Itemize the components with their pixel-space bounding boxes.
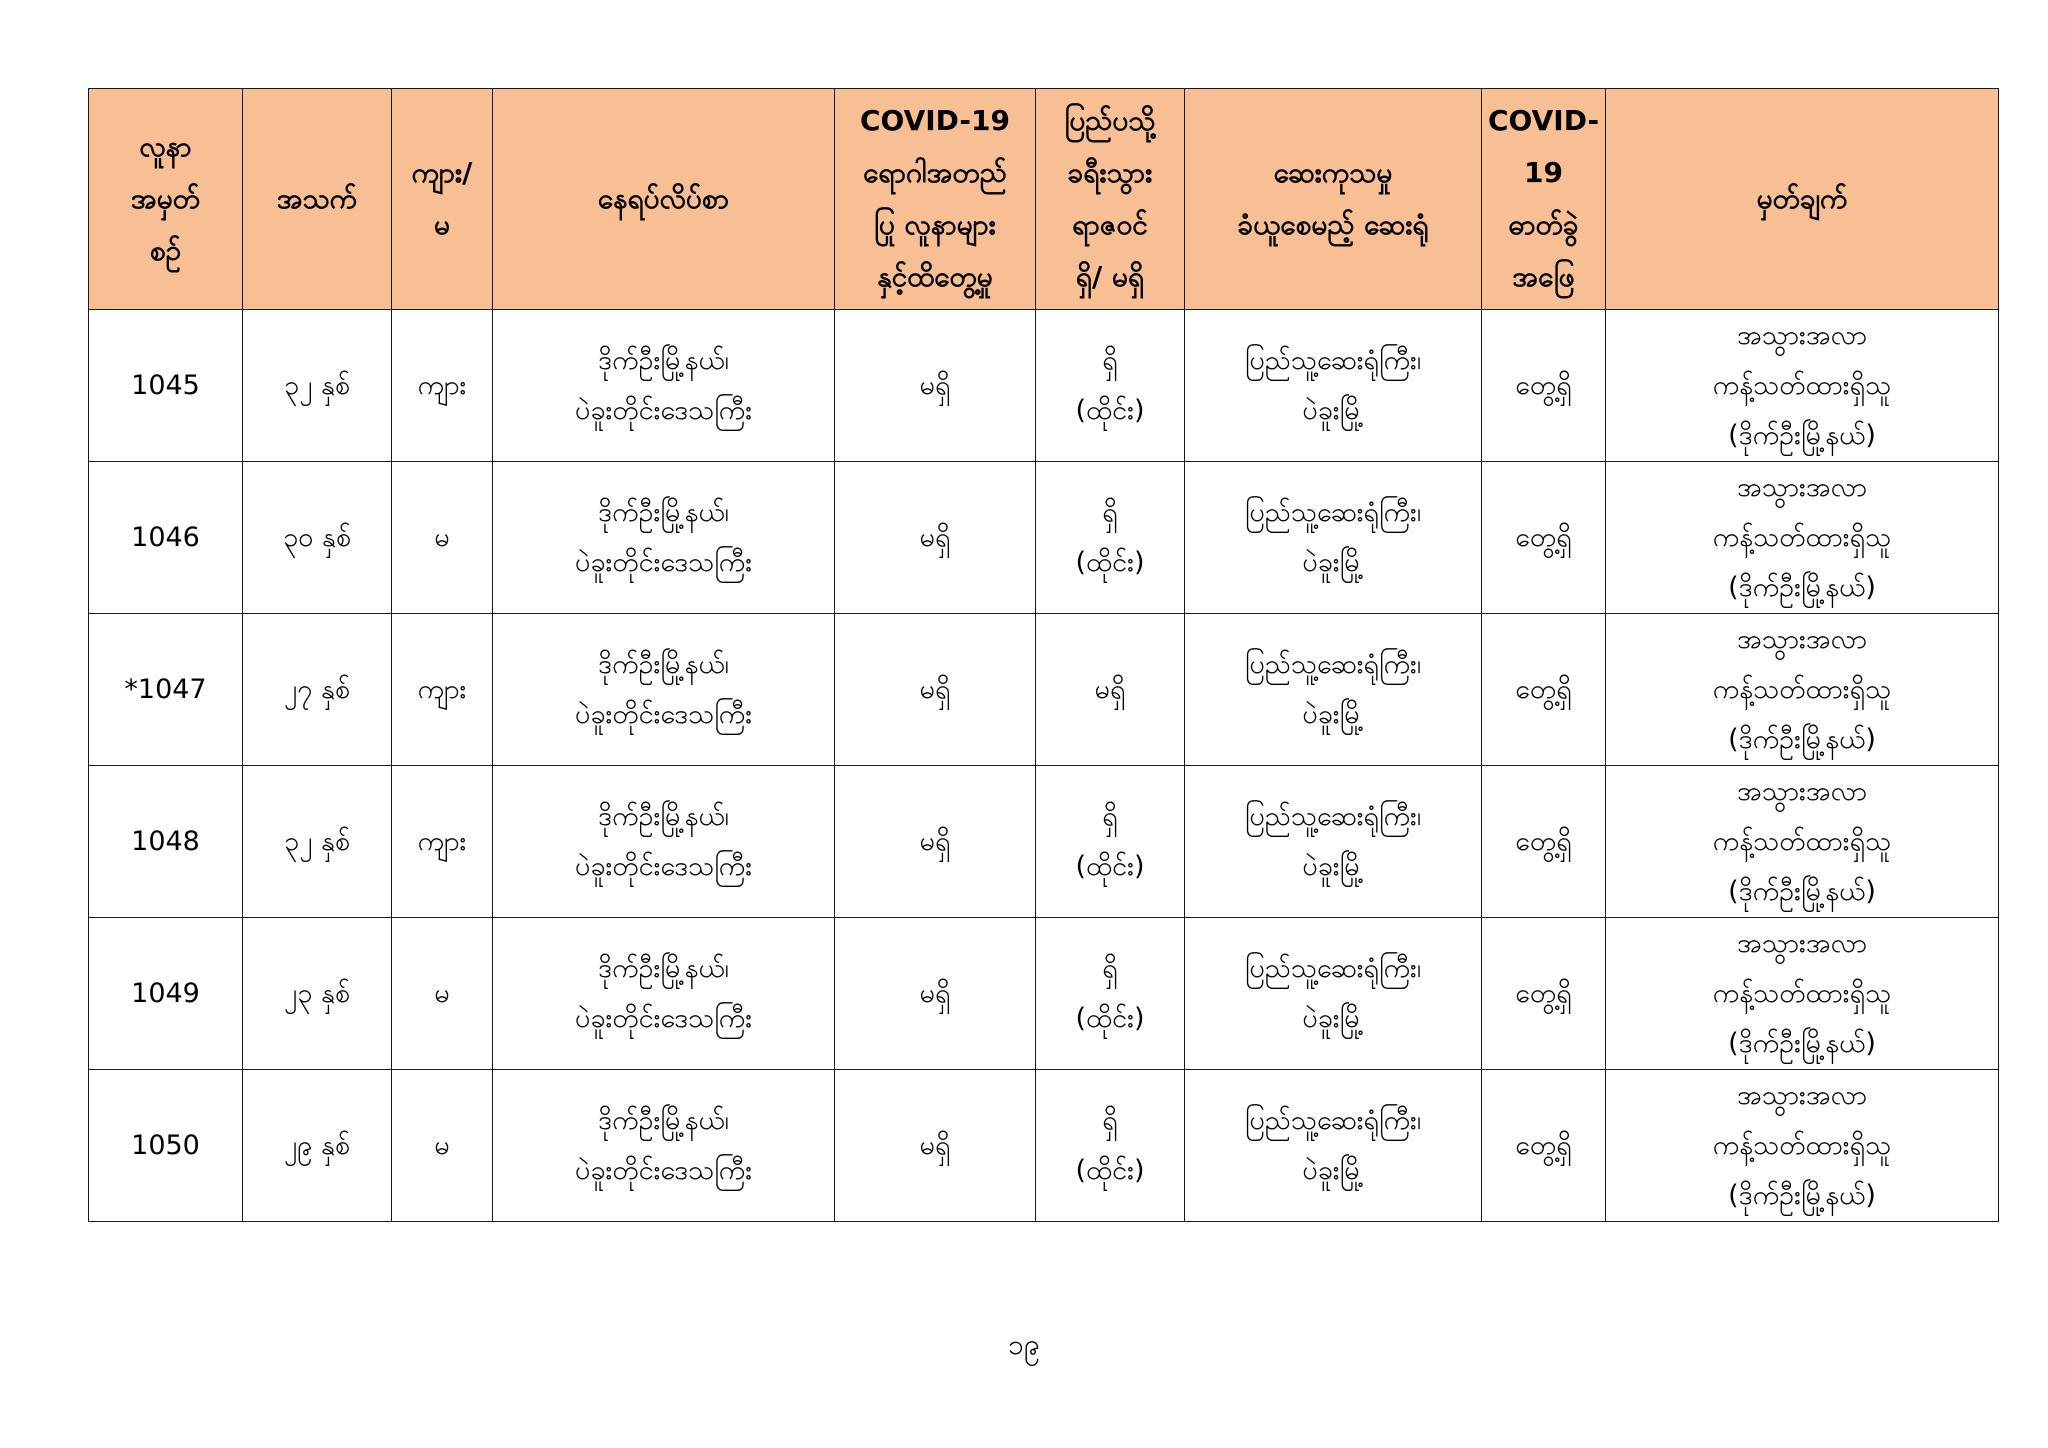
header-line: ဆေးကုသမှု: [1273, 156, 1393, 189]
cell-address: [493, 918, 835, 1070]
cell-line: ဒိုက်ဦးမြို့နယ်၊: [598, 496, 729, 528]
cell-address: [493, 462, 835, 614]
cell-line: မရှိ: [1094, 673, 1126, 705]
header-line: ရှိ/ မရှိ: [1075, 260, 1145, 293]
cell-line: (ဒိုက်ဦးမြို့နယ်): [1728, 1179, 1876, 1211]
cell-line: (ထိုင်း): [1075, 1154, 1145, 1186]
header-contact: [835, 89, 1036, 310]
cell-line: ပဲခူးတိုင်းဒေသကြီး: [574, 394, 753, 426]
cell-line: (ဒိုက်ဦးမြို့နယ်): [1728, 1027, 1876, 1059]
cell-line: ကန့်သတ်ထားရှိသူ: [1712, 1129, 1892, 1161]
cell-line: ပြည်သူ့ဆေးရုံကြီး၊: [1244, 800, 1422, 832]
cell-remarks: [1606, 1070, 1999, 1222]
cell-age: ၃၀ နှစ်: [243, 462, 392, 614]
cell-contact: မရှိ: [835, 614, 1036, 766]
cell-line: (ထိုင်း): [1075, 546, 1145, 578]
header-line: ပြု လူနာများ: [874, 208, 996, 241]
header-line: အဖြေ: [1512, 260, 1575, 293]
page-number: ၁၉: [1008, 1328, 1040, 1361]
header-address: [493, 89, 835, 310]
cell-age: ၂၇ နှစ်: [243, 614, 392, 766]
cell-result: တွေ့ရှိ: [1482, 614, 1606, 766]
cell-line: ဒိုက်ဦးမြို့နယ်၊: [598, 648, 729, 680]
cell-address: [493, 310, 835, 462]
cell-line: ပဲခူးမြို့: [1302, 546, 1364, 578]
cell-result: တွေ့ရှိ: [1482, 918, 1606, 1070]
header-line: မ: [434, 208, 450, 241]
header-line: အသက်: [276, 182, 358, 215]
cell-hospital: [1185, 310, 1482, 462]
cell-sex: ကျား: [392, 310, 493, 462]
cell-hospital: [1185, 462, 1482, 614]
cell-line: အသွားအလာ: [1736, 927, 1868, 959]
cell-hospital: [1185, 1070, 1482, 1222]
cell-patient-no: 1049: [89, 918, 243, 1070]
cell-patient-no: 1045: [89, 310, 243, 462]
header-hospital: [1185, 89, 1482, 310]
cell-line: ဒိုက်ဦးမြို့နယ်၊: [598, 1104, 729, 1136]
header-sex: [392, 89, 493, 310]
cell-line: ပဲခူးတိုင်းဒေသကြီး: [574, 698, 753, 730]
cell-contact: မရှိ: [835, 310, 1036, 462]
table-row: [89, 918, 1999, 1070]
header-line: စဉ်: [149, 234, 182, 267]
cell-line: (ဒိုက်ဦးမြို့နယ်): [1728, 875, 1876, 907]
cell-line: (ဒိုက်ဦးမြို့နယ်): [1728, 571, 1876, 603]
cell-line: (ဒိုက်ဦးမြို့နယ်): [1728, 723, 1876, 755]
cell-sex: ကျား: [392, 766, 493, 918]
header-line: ရာဇဝင်: [1072, 208, 1148, 241]
cell-line: ဒိုက်ဦးမြို့နယ်၊: [598, 344, 729, 376]
cell-travel: [1036, 1070, 1185, 1222]
header-line: ခရီးသွား: [1067, 156, 1153, 189]
header-result: [1482, 89, 1606, 310]
cell-line: အသွားအလာ: [1736, 319, 1868, 351]
cell-travel: [1036, 310, 1185, 462]
cell-address: [493, 1070, 835, 1222]
table-row: [89, 310, 1999, 462]
cell-sex: မ: [392, 918, 493, 1070]
table-row: [89, 614, 1999, 766]
cell-travel: [1036, 614, 1185, 766]
cell-line: (ထိုင်း): [1075, 850, 1145, 882]
header-line: အမှတ်: [131, 182, 200, 215]
cell-patient-no: 1046: [89, 462, 243, 614]
cell-age: ၂၉ နှစ်: [243, 1070, 392, 1222]
cell-line: ကန့်သတ်ထားရှိသူ: [1712, 825, 1892, 857]
table-row: [89, 1070, 1999, 1222]
cell-result: တွေ့ရှိ: [1482, 462, 1606, 614]
cell-sex: မ: [392, 462, 493, 614]
cell-contact: မရှိ: [835, 1070, 1036, 1222]
header-line: ခံယူစေမည့် ဆေးရုံ: [1237, 208, 1429, 241]
header-line: 19: [1524, 156, 1563, 189]
cell-hospital: [1185, 766, 1482, 918]
cell-line: ပဲခူးမြို့: [1302, 850, 1364, 882]
cell-line: ပဲခူးတိုင်းဒေသကြီး: [574, 850, 753, 882]
cell-line: ပဲခူးမြို့: [1302, 1154, 1364, 1186]
cell-line: ပဲခူးမြို့: [1302, 394, 1364, 426]
header-line: မှတ်ချက်: [1756, 182, 1848, 215]
cell-line: ပဲခူးမြို့: [1302, 1002, 1364, 1034]
cell-line: ပဲခူးတိုင်းဒေသကြီး: [574, 1002, 753, 1034]
header-line: ဓာတ်ခွဲ: [1508, 208, 1579, 241]
cell-remarks: [1606, 614, 1999, 766]
header-line: ကျား/: [411, 156, 473, 189]
cell-contact: မရှိ: [835, 462, 1036, 614]
header-patient-no: [89, 89, 243, 310]
cell-line: ပြည်သူ့ဆေးရုံကြီး၊: [1244, 648, 1422, 680]
cell-line: ပြည်သူ့ဆေးရုံကြီး၊: [1244, 952, 1422, 984]
cell-hospital: [1185, 918, 1482, 1070]
cell-age: ၃၂ နှစ်: [243, 766, 392, 918]
cell-travel: [1036, 766, 1185, 918]
cell-line: ပဲခူးတိုင်းဒေသကြီး: [574, 1154, 753, 1186]
table-row: [89, 462, 1999, 614]
cell-line: (ထိုင်း): [1075, 394, 1145, 426]
cell-contact: မရှိ: [835, 918, 1036, 1070]
cell-line: ဒိုက်ဦးမြို့နယ်၊: [598, 800, 729, 832]
header-line: နေရပ်လိပ်စာ: [597, 182, 730, 215]
cell-address: [493, 766, 835, 918]
header-line: နှင့်ထိတွေ့မှု: [877, 260, 993, 293]
cell-line: ရှိ: [1102, 344, 1118, 376]
cell-age: ၂၃ နှစ်: [243, 918, 392, 1070]
cell-line: ရှိ: [1102, 496, 1118, 528]
cell-travel: [1036, 918, 1185, 1070]
cell-line: ရှိ: [1102, 952, 1118, 984]
header-remarks: [1606, 89, 1999, 310]
table-header-row: [89, 89, 1999, 310]
cell-travel: [1036, 462, 1185, 614]
cell-result: တွေ့ရှိ: [1482, 1070, 1606, 1222]
cell-sex: ကျား: [392, 614, 493, 766]
cell-remarks: [1606, 462, 1999, 614]
cell-line: ပြည်သူ့ဆေးရုံကြီး၊: [1244, 344, 1422, 376]
header-line: COVID-: [1488, 104, 1600, 137]
cell-line: (ထိုင်း): [1075, 1002, 1145, 1034]
cell-remarks: [1606, 918, 1999, 1070]
cell-line: ကန့်သတ်ထားရှိသူ: [1712, 369, 1892, 401]
header-line: ရောဂါအတည်: [863, 156, 1007, 189]
cell-result: တွေ့ရှိ: [1482, 766, 1606, 918]
header-line: လူနာ: [139, 130, 192, 163]
cell-patient-no: 1050: [89, 1070, 243, 1222]
cell-line: ပြည်သူ့ဆေးရုံကြီး၊: [1244, 496, 1422, 528]
cell-sex: မ: [392, 1070, 493, 1222]
cell-hospital: [1185, 614, 1482, 766]
cell-line: ပဲခူးမြို့: [1302, 698, 1364, 730]
cell-line: အသွားအလာ: [1736, 623, 1868, 655]
header-age: [243, 89, 392, 310]
covid-cases-table: [88, 88, 1999, 1222]
cell-line: ကန့်သတ်ထားရှိသူ: [1712, 977, 1892, 1009]
cell-line: ကန့်သတ်ထားရှိသူ: [1712, 521, 1892, 553]
cell-age: ၃၂ နှစ်: [243, 310, 392, 462]
cell-line: အသွားအလာ: [1736, 1079, 1868, 1111]
header-line: ပြည်ပသို့: [1064, 104, 1156, 137]
cell-remarks: [1606, 766, 1999, 918]
cell-contact: မရှိ: [835, 766, 1036, 918]
cell-line: ရှိ: [1102, 1104, 1118, 1136]
cell-remarks: [1606, 310, 1999, 462]
cell-line: အသွားအလာ: [1736, 471, 1868, 503]
cell-line: ဒိုက်ဦးမြို့နယ်၊: [598, 952, 729, 984]
cell-patient-no: *1047: [89, 614, 243, 766]
header-travel: [1036, 89, 1185, 310]
cell-line: ရှိ: [1102, 800, 1118, 832]
cell-line: ပဲခူးတိုင်းဒေသကြီး: [574, 546, 753, 578]
cell-address: [493, 614, 835, 766]
cell-line: ကန့်သတ်ထားရှိသူ: [1712, 673, 1892, 705]
table-row: [89, 766, 1999, 918]
cell-patient-no: 1048: [89, 766, 243, 918]
cell-line: အသွားအလာ: [1736, 775, 1868, 807]
header-line: COVID-19: [859, 104, 1011, 137]
cell-result: တွေ့ရှိ: [1482, 310, 1606, 462]
cell-line: (ဒိုက်ဦးမြို့နယ်): [1728, 419, 1876, 451]
cell-line: ပြည်သူ့ဆေးရုံကြီး၊: [1244, 1104, 1422, 1136]
